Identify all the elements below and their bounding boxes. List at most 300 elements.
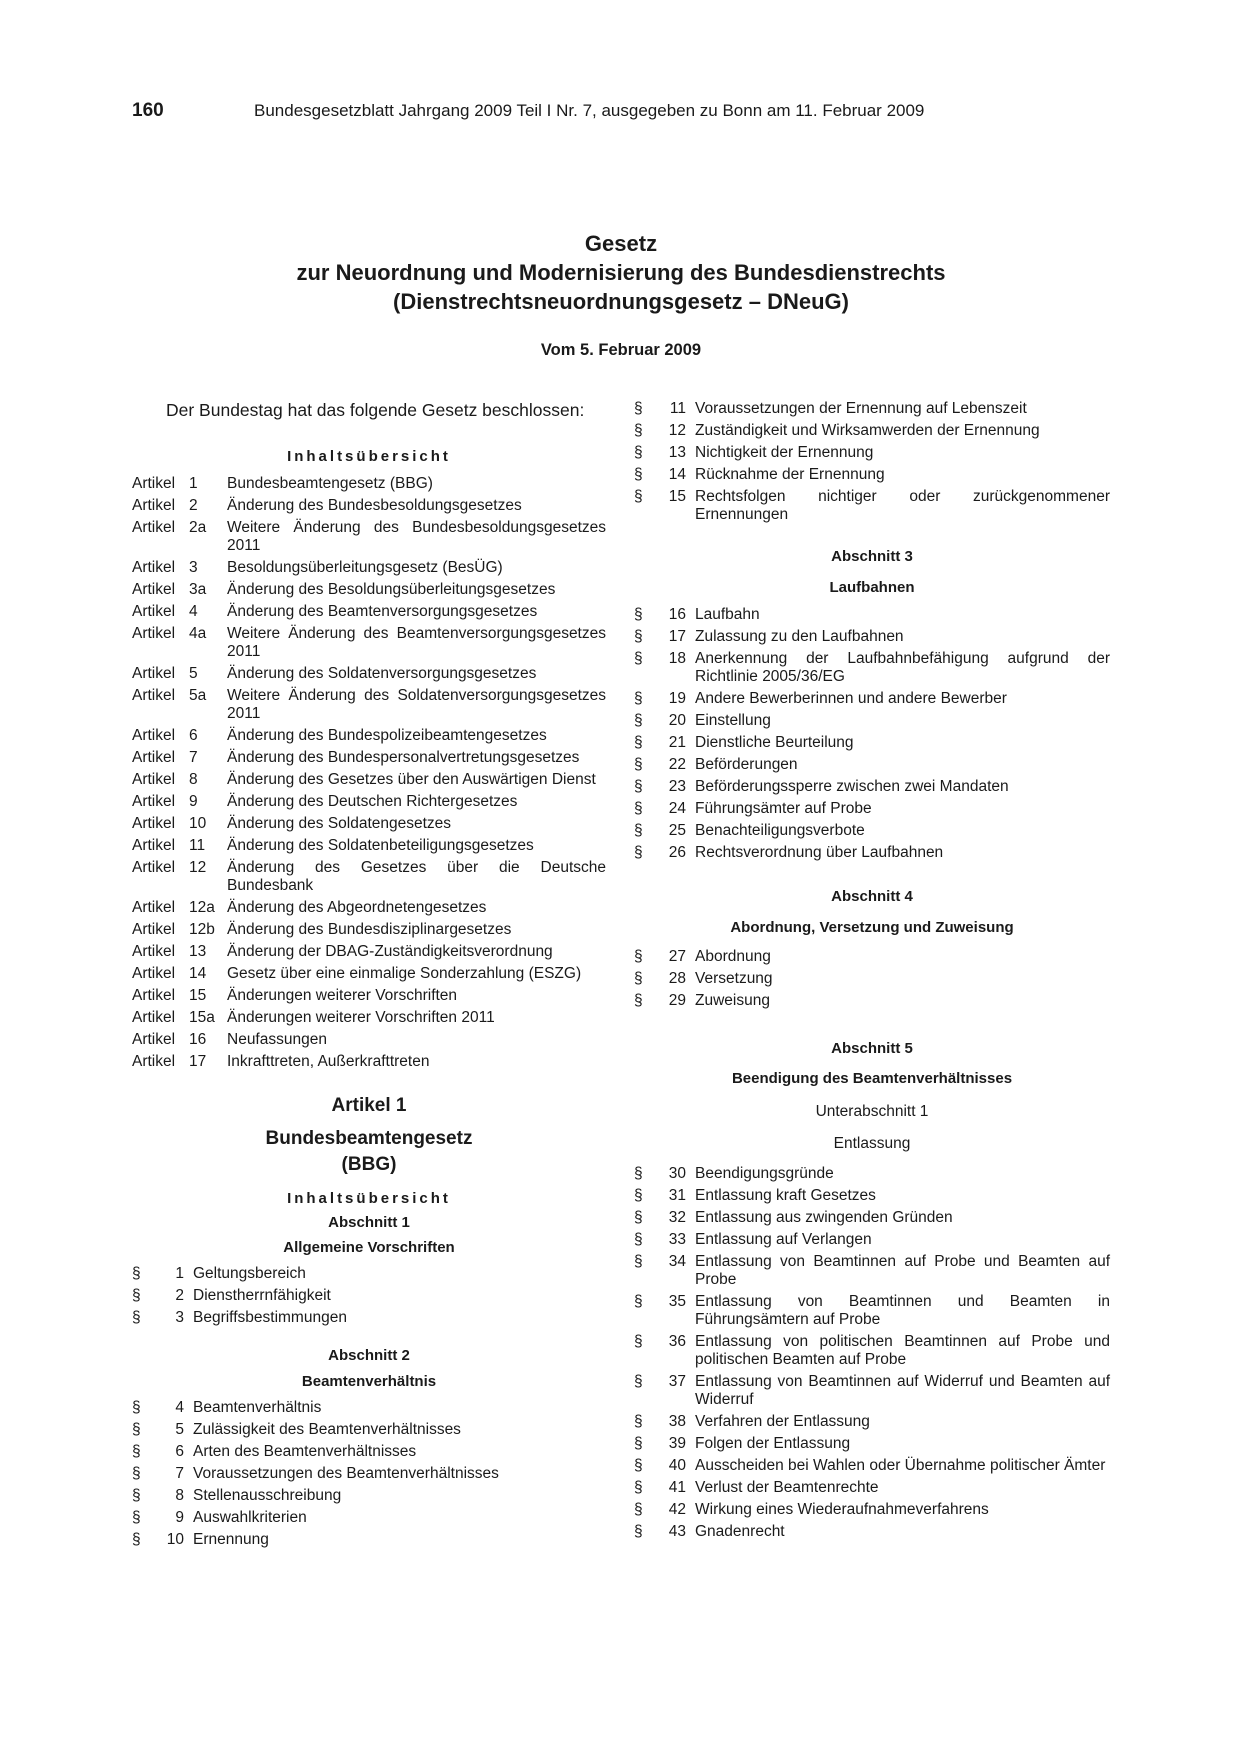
paragraph-title: Ausscheiden bei Wahlen oder Übernahme politischer Ämter xyxy=(695,1457,1106,1474)
article-title: Änderung des Abgeordnetengesetzes xyxy=(227,899,487,916)
paragraph-title: Entlassung von politischen Beamtinnen auf Probe und politischen Beamten auf Probe xyxy=(695,1333,1110,1368)
paragraph-row xyxy=(634,800,1110,818)
article-number: 5 xyxy=(189,665,198,682)
paragraph-number: 21 xyxy=(668,734,686,751)
article-label xyxy=(132,921,227,939)
article-title: Änderungen weiterer Vorschriften 2011 xyxy=(227,1009,495,1026)
paragraph-row xyxy=(634,1373,1110,1409)
paragraph-number: 36 xyxy=(668,1333,686,1350)
paragraph-title: Rechtsfolgen nichtiger oder zurückgenommener Ernennungen xyxy=(695,488,1110,523)
abschnitt-2-title: Beamtenverhältnis xyxy=(301,1373,437,1390)
artikel-1-heading: Artikel 1 xyxy=(331,1095,407,1116)
article-number: 4a xyxy=(189,625,207,642)
paragraph-number: 20 xyxy=(668,712,686,729)
paragraph-title: Begriffsbestimmungen xyxy=(193,1309,347,1326)
paragraph-number: 22 xyxy=(668,756,686,773)
article-number: 10 xyxy=(189,815,207,832)
paragraph-number: 15 xyxy=(668,488,686,505)
paragraph-row xyxy=(634,1253,1110,1289)
toc-article-row xyxy=(132,1009,606,1027)
paragraph-row xyxy=(132,1487,606,1505)
section-sign: § xyxy=(634,1231,643,1248)
abschnitt-2-list-continued xyxy=(634,400,1110,524)
paragraph-row xyxy=(634,1479,1110,1497)
article-title: Änderungen weiterer Vorschriften xyxy=(227,987,458,1004)
section-sign: § xyxy=(634,756,643,773)
article-title: Änderung des Bundesdisziplinargesetzes xyxy=(227,921,512,938)
paragraph-title: Beförderungssperre zwischen zwei Mandaten xyxy=(695,778,1009,795)
title-line-3: (Dienstrechtsneuordnungsgesetz – DNeuG) xyxy=(393,289,849,314)
abschnitt-2-list xyxy=(132,1399,606,1549)
article-word: Artikel xyxy=(132,1031,176,1048)
article-title: Änderung des Bundespersonalvertretungsgesetzes xyxy=(227,749,580,766)
paragraph-number: 5 xyxy=(175,1421,184,1438)
paragraph-row xyxy=(132,1421,606,1439)
section-sign: § xyxy=(634,822,643,839)
section-sign: § xyxy=(634,628,643,645)
paragraph-title: Anerkennung der Laufbahnbefähigung aufgrund der Richtlinie 2005/36/EG xyxy=(695,650,1110,685)
paragraph-number: 27 xyxy=(668,948,686,965)
paragraph-number: 18 xyxy=(668,650,686,667)
paragraph-title: Zulassung zu den Laufbahnen xyxy=(695,628,904,645)
section-sign: § xyxy=(634,1293,643,1310)
paragraph-title: Zuweisung xyxy=(695,992,770,1009)
paragraph-title: Beendigungsgründe xyxy=(695,1165,834,1182)
paragraph-row xyxy=(634,400,1110,418)
article-label xyxy=(132,687,227,723)
section-sign: § xyxy=(634,1187,643,1204)
paragraph-title: Dienstherrnfähigkeit xyxy=(193,1287,331,1304)
paragraph-title: Voraussetzungen des Beamtenverhältnisses xyxy=(193,1465,499,1482)
paragraph-row xyxy=(634,628,1110,646)
paragraph-title: Abordnung xyxy=(695,948,771,965)
paragraph-title: Einstellung xyxy=(695,712,771,729)
article-title: Änderung des Gesetzes über den Auswärtigen Dienst xyxy=(227,771,596,788)
toc-article-row xyxy=(132,1053,606,1071)
article-title: Inkrafttreten, Außerkrafttreten xyxy=(227,1053,430,1070)
article-number: 2 xyxy=(189,497,198,514)
paragraph-title: Verlust der Beamtenrechte xyxy=(695,1479,879,1496)
article-label xyxy=(132,519,227,555)
paragraph-row xyxy=(634,1187,1110,1205)
section-sign: § xyxy=(634,1479,643,1496)
article-label xyxy=(132,603,227,621)
section-sign: § xyxy=(634,400,643,417)
toc-article-row xyxy=(132,665,606,683)
paragraph-number: 14 xyxy=(668,466,686,483)
right-column xyxy=(634,400,1110,1545)
paragraph-title: Rücknahme der Ernennung xyxy=(695,466,885,483)
article-word: Artikel xyxy=(132,965,176,982)
paragraph-title: Wirkung eines Wiederaufnahmeverfahrens xyxy=(695,1501,989,1518)
paragraph-number: 3 xyxy=(175,1309,184,1326)
abschnitt-3-list xyxy=(634,606,1110,862)
toc-article-row xyxy=(132,581,606,599)
abschnitt-4-title: Abordnung, Versetzung und Zuweisung xyxy=(730,919,1014,936)
section-sign: § xyxy=(634,422,643,439)
paragraph-number: 19 xyxy=(668,690,686,707)
article-title: Änderung des Besoldungsüberleitungsgesetzes xyxy=(227,581,556,598)
paragraph-row xyxy=(634,822,1110,840)
paragraph-number: 8 xyxy=(175,1487,184,1504)
paragraph-title: Zuständigkeit und Wirksamwerden der Ernennung xyxy=(695,422,1040,439)
article-label xyxy=(132,581,227,599)
article-word: Artikel xyxy=(132,987,176,1004)
paragraph-number: 42 xyxy=(668,1501,686,1518)
toc-article-row xyxy=(132,1031,606,1049)
article-word: Artikel xyxy=(132,475,176,492)
paragraph-number: 2 xyxy=(175,1287,184,1304)
article-word: Artikel xyxy=(132,899,176,916)
section-sign: § xyxy=(634,1501,643,1518)
article-number: 15a xyxy=(189,1009,215,1026)
article-word: Artikel xyxy=(132,943,176,960)
paragraph-row xyxy=(132,1309,606,1327)
article-title: Änderung des Bundesbesoldungsgesetzes xyxy=(227,497,522,514)
section-sign: § xyxy=(634,1435,643,1452)
article-title: Neufassungen xyxy=(227,1031,327,1048)
section-sign: § xyxy=(634,1333,643,1350)
section-sign: § xyxy=(132,1465,141,1482)
paragraph-row xyxy=(634,1457,1110,1475)
toc-article-row xyxy=(132,559,606,577)
article-title: Weitere Änderung des Bundesbesoldungsgesetzes 2011 xyxy=(227,519,606,554)
paragraph-title: Arten des Beamtenverhältnisses xyxy=(193,1443,417,1460)
paragraph-title: Entlassung von Beamtinnen auf Widerruf und Beamten auf Widerruf xyxy=(695,1373,1110,1408)
paragraph-row xyxy=(634,844,1110,862)
paragraph-row xyxy=(634,444,1110,462)
article-title: Weitere Änderung des Beamtenversorgungsgesetzes 2011 xyxy=(227,625,606,660)
article-title: Besoldungsüberleitungsgesetz (BesÜG) xyxy=(227,559,503,576)
paragraph-number: 35 xyxy=(668,1293,686,1310)
paragraph-title: Beförderungen xyxy=(695,756,798,773)
article-label xyxy=(132,771,227,789)
paragraph-row xyxy=(634,1523,1110,1541)
section-sign: § xyxy=(634,650,643,667)
article-number: 14 xyxy=(189,965,207,982)
toc-article-row xyxy=(132,921,606,939)
paragraph-number: 32 xyxy=(668,1209,686,1226)
article-label xyxy=(132,815,227,833)
toc-article-row xyxy=(132,497,606,515)
article-number: 8 xyxy=(189,771,198,788)
section-sign: § xyxy=(132,1421,141,1438)
article-label xyxy=(132,987,227,1005)
paragraph-title: Folgen der Entlassung xyxy=(695,1435,851,1452)
section-sign: § xyxy=(634,1373,643,1390)
paragraph-number: 38 xyxy=(668,1413,686,1430)
toc-article-row xyxy=(132,771,606,789)
paragraph-number: 31 xyxy=(668,1187,686,1204)
paragraph-title: Entlassung von Beamtinnen und Beamten in Führungsämtern auf Probe xyxy=(695,1293,1110,1328)
paragraph-title: Geltungsbereich xyxy=(193,1265,306,1282)
section-sign: § xyxy=(634,734,643,751)
article-label xyxy=(132,837,227,855)
promulgation-date: Vom 5. Februar 2009 xyxy=(540,341,702,359)
section-sign: § xyxy=(634,1209,643,1226)
article-number: 3a xyxy=(189,581,207,598)
article-label xyxy=(132,943,227,961)
article-number: 12 xyxy=(189,859,207,876)
section-sign: § xyxy=(634,948,643,965)
article-title: Änderung des Beamtenversorgungsgesetzes xyxy=(227,603,538,620)
section-sign: § xyxy=(132,1487,141,1504)
paragraph-row xyxy=(634,606,1110,624)
article-word: Artikel xyxy=(132,625,176,642)
paragraph-title: Dienstliche Beurteilung xyxy=(695,734,854,751)
paragraph-title: Andere Bewerberinnen und andere Bewerber xyxy=(695,690,1007,707)
toc-article-row xyxy=(132,965,606,983)
toc-article-row xyxy=(132,475,606,493)
article-word: Artikel xyxy=(132,793,176,810)
paragraph-row xyxy=(634,1501,1110,1519)
paragraph-number: 43 xyxy=(668,1523,686,1540)
section-sign: § xyxy=(634,466,643,483)
section-sign: § xyxy=(634,1457,643,1474)
artikel-1-abbreviation: (BBG) xyxy=(341,1154,397,1175)
article-label xyxy=(132,1009,227,1027)
toc-article-row xyxy=(132,603,606,621)
article-word: Artikel xyxy=(132,815,176,832)
abschnitt-5-title: Beendigung des Beamtenverhältnisses xyxy=(731,1070,1013,1087)
bbg-toc-heading: Inhaltsübersicht xyxy=(287,1190,451,1207)
paragraph-number: 24 xyxy=(668,800,686,817)
article-number: 12a xyxy=(189,899,215,916)
section-sign: § xyxy=(634,992,643,1009)
abschnitt-2-heading: Abschnitt 2 xyxy=(328,1347,410,1364)
article-title: Weitere Änderung des Soldatenversorgungsgesetzes 2011 xyxy=(227,687,606,722)
abschnitt-3-heading: Abschnitt 3 xyxy=(831,548,913,565)
article-number: 16 xyxy=(189,1031,207,1048)
article-label xyxy=(132,899,227,917)
article-number: 12b xyxy=(189,921,215,938)
article-label xyxy=(132,859,227,895)
page-number: 160 xyxy=(132,100,164,121)
toc-article-row xyxy=(132,837,606,855)
paragraph-title: Entlassung aus zwingenden Gründen xyxy=(695,1209,953,1226)
paragraph-title: Gnadenrecht xyxy=(695,1523,785,1540)
paragraph-row xyxy=(634,1293,1110,1329)
paragraph-row xyxy=(132,1443,606,1461)
section-sign: § xyxy=(132,1265,141,1282)
article-number: 13 xyxy=(189,943,207,960)
section-sign: § xyxy=(634,690,643,707)
section-sign: § xyxy=(634,1165,643,1182)
section-sign: § xyxy=(132,1443,141,1460)
enacting-clause: Der Bundestag hat das folgende Gesetz beschlossen: xyxy=(166,400,585,420)
paragraph-row xyxy=(132,1531,606,1549)
section-sign: § xyxy=(132,1287,141,1304)
paragraph-row xyxy=(634,948,1110,966)
paragraph-title: Rechtsverordnung über Laufbahnen xyxy=(695,844,944,861)
paragraph-number: 37 xyxy=(668,1373,686,1390)
paragraph-row xyxy=(634,422,1110,440)
abschnitt-4-heading: Abschnitt 4 xyxy=(831,888,913,905)
artikel-1-title: Bundesbeamtengesetz xyxy=(265,1128,473,1149)
paragraph-row xyxy=(132,1265,606,1283)
article-number: 11 xyxy=(189,837,206,854)
title-line-1: Gesetz xyxy=(584,231,658,256)
article-word: Artikel xyxy=(132,771,176,788)
paragraph-row xyxy=(634,734,1110,752)
article-word: Artikel xyxy=(132,921,176,938)
article-word: Artikel xyxy=(132,1053,176,1070)
article-number: 5a xyxy=(189,687,207,704)
paragraph-row xyxy=(132,1399,606,1417)
paragraph-number: 4 xyxy=(175,1399,184,1416)
unterabschnitt-1-title: Entlassung xyxy=(833,1135,911,1152)
paragraph-number: 25 xyxy=(668,822,686,839)
section-sign: § xyxy=(634,1523,643,1540)
article-title: Bundesbeamtengesetz (BBG) xyxy=(227,475,433,492)
article-title: Änderung des Soldatenversorgungsgesetzes xyxy=(227,665,537,682)
toc-article-row xyxy=(132,899,606,917)
paragraph-row xyxy=(634,970,1110,988)
article-label xyxy=(132,497,227,515)
paragraph-number: 12 xyxy=(668,422,686,439)
article-word: Artikel xyxy=(132,687,176,704)
paragraph-title: Versetzung xyxy=(695,970,773,987)
paragraph-title: Verfahren der Entlassung xyxy=(695,1413,870,1430)
article-label xyxy=(132,727,227,745)
article-word: Artikel xyxy=(132,581,176,598)
article-label xyxy=(132,1053,227,1071)
paragraph-number: 6 xyxy=(175,1443,184,1460)
paragraph-title: Laufbahn xyxy=(695,606,760,623)
article-title: Änderung des Deutschen Richtergesetzes xyxy=(227,793,518,810)
toc-article-row xyxy=(132,793,606,811)
section-sign: § xyxy=(634,970,643,987)
paragraph-row xyxy=(634,1231,1110,1249)
article-number: 7 xyxy=(189,749,198,766)
section-sign: § xyxy=(634,712,643,729)
paragraph-title: Entlassung auf Verlangen xyxy=(695,1231,872,1248)
article-title: Änderung des Soldatenbeteiligungsgesetzes xyxy=(227,837,534,854)
paragraph-row xyxy=(634,1413,1110,1431)
article-number: 4 xyxy=(189,603,198,620)
paragraph-title: Benachteiligungsverbote xyxy=(695,822,865,839)
toc-article-row xyxy=(132,625,606,661)
paragraph-number: 11 xyxy=(669,400,686,417)
article-word: Artikel xyxy=(132,603,176,620)
header-text: Bundesgesetzblatt Jahrgang 2009 Teil I Nr. 7, ausgegeben zu Bonn am 11. Februar 2009 xyxy=(254,101,925,120)
paragraph-number: 23 xyxy=(668,778,686,795)
paragraph-number: 33 xyxy=(668,1231,686,1248)
abschnitt-3-title: Laufbahnen xyxy=(829,579,915,596)
section-sign: § xyxy=(634,606,643,623)
toc-article-row xyxy=(132,859,606,895)
paragraph-number: 28 xyxy=(668,970,686,987)
paragraph-number: 34 xyxy=(668,1253,686,1270)
paragraph-title: Führungsämter auf Probe xyxy=(695,800,872,817)
paragraph-row xyxy=(132,1465,606,1483)
paragraph-number: 7 xyxy=(175,1465,184,1482)
article-label xyxy=(132,625,227,661)
paragraph-row xyxy=(634,650,1110,686)
article-label xyxy=(132,559,227,577)
article-label xyxy=(132,475,227,493)
toc-article-row xyxy=(132,749,606,767)
paragraph-row xyxy=(132,1509,606,1527)
section-sign: § xyxy=(132,1531,141,1548)
section-sign: § xyxy=(132,1509,141,1526)
unterabschnitt-1-heading: Unterabschnitt 1 xyxy=(815,1103,929,1120)
paragraph-number: 26 xyxy=(668,844,686,861)
paragraph-title: Auswahlkriterien xyxy=(193,1509,307,1526)
article-number: 15 xyxy=(189,987,207,1004)
toc-article-row xyxy=(132,519,606,555)
article-label xyxy=(132,665,227,683)
section-sign: § xyxy=(634,1413,643,1430)
article-label xyxy=(132,965,227,983)
article-number: 9 xyxy=(189,793,198,810)
article-word: Artikel xyxy=(132,559,176,576)
article-label xyxy=(132,749,227,767)
article-word: Artikel xyxy=(132,665,176,682)
title-block xyxy=(132,229,1110,360)
section-sign: § xyxy=(634,1253,643,1270)
abschnitt-4-list xyxy=(634,948,1110,1010)
paragraph-number: 17 xyxy=(668,628,686,645)
paragraph-number: 1 xyxy=(175,1265,184,1282)
paragraph-title: Voraussetzungen der Ernennung auf Lebenszeit xyxy=(695,400,1027,417)
section-sign: § xyxy=(132,1399,141,1416)
paragraph-title: Beamtenverhältnis xyxy=(193,1399,322,1416)
paragraph-row xyxy=(634,1209,1110,1227)
toc-article-row xyxy=(132,987,606,1005)
article-word: Artikel xyxy=(132,837,176,854)
paragraph-row xyxy=(634,488,1110,524)
toc-article-row xyxy=(132,727,606,745)
abschnitt-5-list xyxy=(634,1165,1110,1541)
abschnitt-1-heading: Abschnitt 1 xyxy=(328,1214,410,1231)
section-sign: § xyxy=(634,488,643,505)
paragraph-row xyxy=(634,466,1110,484)
toc-article-row xyxy=(132,687,606,723)
paragraph-row xyxy=(634,756,1110,774)
paragraph-row xyxy=(132,1287,606,1305)
paragraph-number: 9 xyxy=(175,1509,184,1526)
article-title: Änderung des Bundespolizeibeamtengesetzes xyxy=(227,727,547,744)
paragraph-row xyxy=(634,1165,1110,1183)
article-word: Artikel xyxy=(132,1009,176,1026)
article-number: 3 xyxy=(189,559,198,576)
title-line-2: zur Neuordnung und Modernisierung des Bundesdienstrechts xyxy=(296,260,946,285)
paragraph-number: 16 xyxy=(668,606,686,623)
article-word: Artikel xyxy=(132,727,176,744)
paragraph-number: 30 xyxy=(668,1165,686,1182)
paragraph-row xyxy=(634,690,1110,708)
paragraph-title: Entlassung kraft Gesetzes xyxy=(695,1187,876,1204)
section-sign: § xyxy=(634,844,643,861)
article-number: 1 xyxy=(189,475,198,492)
article-toc-list xyxy=(132,475,606,1071)
section-sign: § xyxy=(634,778,643,795)
abschnitt-5-heading: Abschnitt 5 xyxy=(831,1040,913,1057)
paragraph-number: 10 xyxy=(166,1531,184,1548)
article-label xyxy=(132,1031,227,1049)
abschnitt-1-title: Allgemeine Vorschriften xyxy=(283,1239,455,1256)
paragraph-row xyxy=(634,1435,1110,1453)
paragraph-title: Nichtigkeit der Ernennung xyxy=(695,444,874,461)
toc-article-row xyxy=(132,815,606,833)
article-word: Artikel xyxy=(132,519,176,536)
paragraph-title: Zulässigkeit des Beamtenverhältnisses xyxy=(193,1421,461,1438)
paragraph-row xyxy=(634,1333,1110,1369)
article-title: Gesetz über eine einmalige Sonderzahlung (ESZG) xyxy=(227,965,582,982)
paragraph-number: 40 xyxy=(668,1457,686,1474)
paragraph-row xyxy=(634,778,1110,796)
